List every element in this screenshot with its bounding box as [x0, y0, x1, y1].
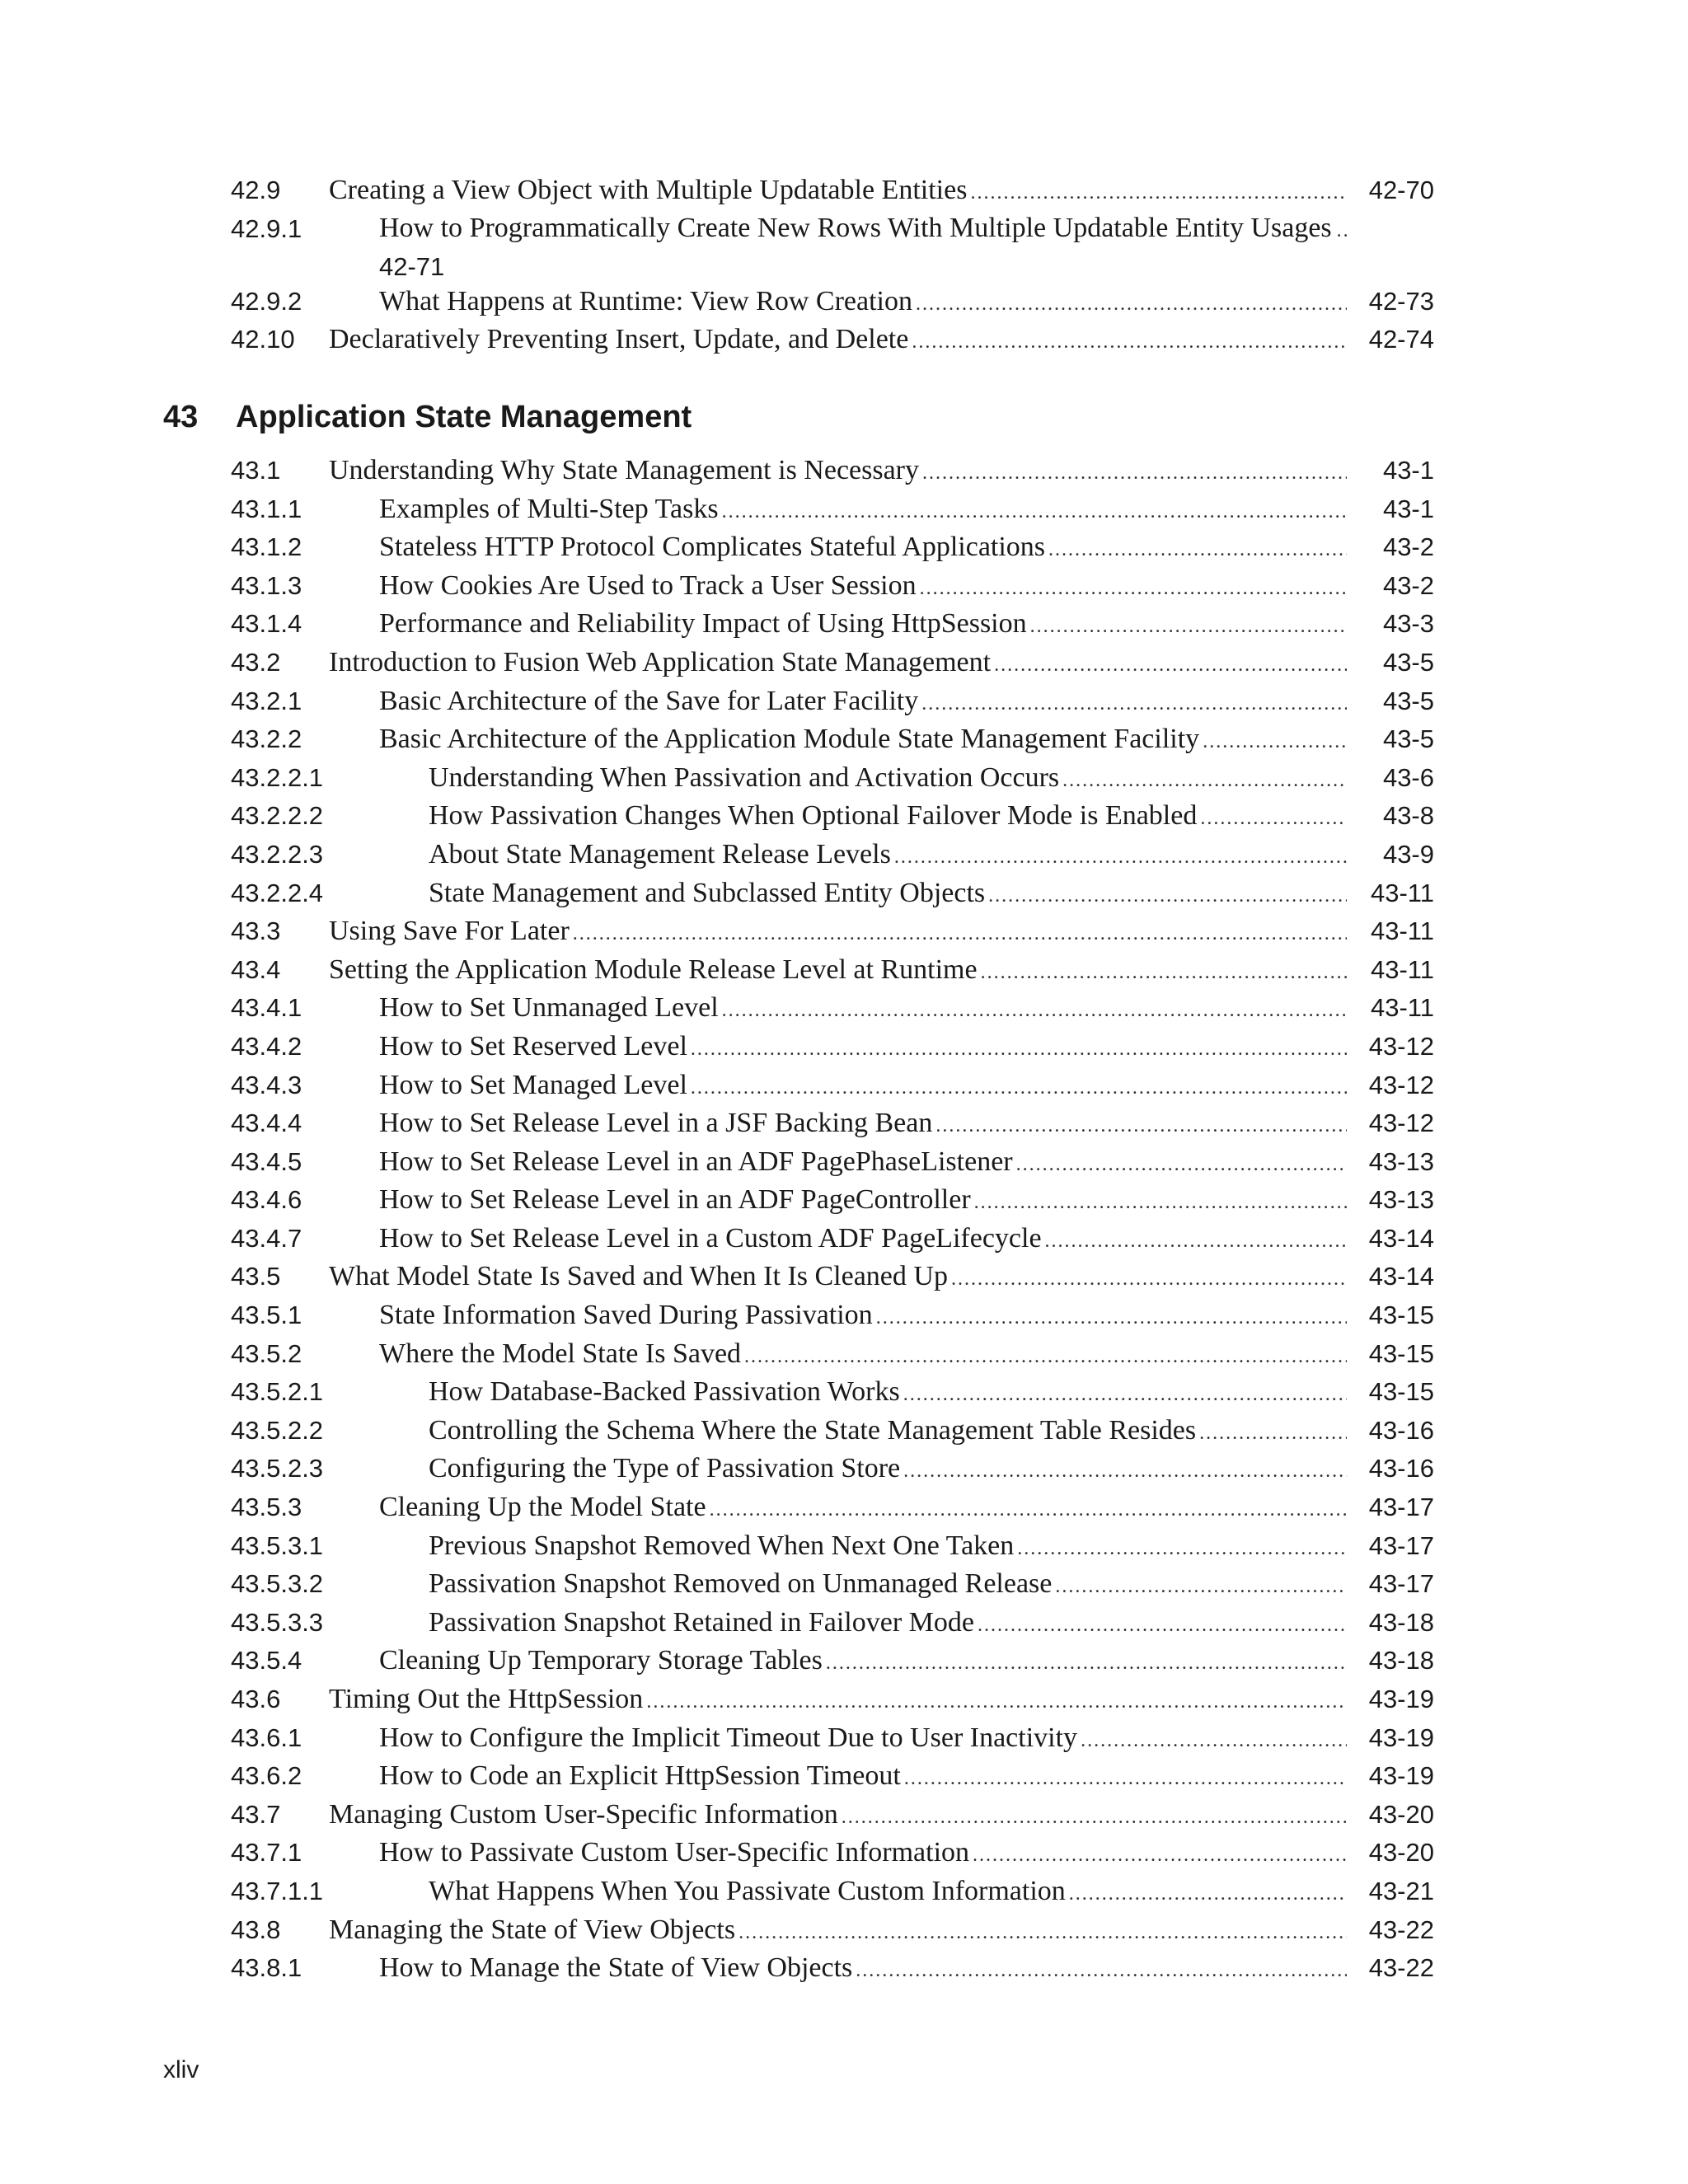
section-number: 43.1.2: [231, 532, 302, 562]
dot-leader: [1017, 1530, 1347, 1568]
section-title: State Management and Subclassed Entity Objects: [429, 877, 986, 908]
dot-leader: [691, 1030, 1347, 1069]
section-title: Setting the Application Module Release Level at Runtime: [329, 954, 978, 985]
toc-entry[interactable]: [231, 283, 1434, 321]
section-title: Cleaning Up Temporary Storage Tables: [379, 1645, 823, 1676]
toc-entry[interactable]: [231, 1527, 1434, 1566]
section-number: 43.4.7: [231, 1223, 302, 1253]
toc-entry[interactable]: [231, 1719, 1434, 1758]
section-title: Managing the State of View Objects: [329, 1914, 736, 1945]
section-number: 43.5.2.3: [231, 1454, 324, 1483]
toc-entry[interactable]: [231, 1373, 1434, 1412]
toc-entry[interactable]: [231, 1066, 1434, 1105]
page-number: 43-9: [1382, 839, 1434, 869]
page-number: 43-19: [1368, 1685, 1434, 1713]
toc-entry[interactable]: [231, 836, 1434, 874]
section-number: 43.4.3: [231, 1070, 302, 1099]
dot-leader: [920, 569, 1347, 608]
dot-leader: [951, 1260, 1347, 1299]
section-title: Basic Architecture of the Save for Later Facility: [379, 685, 919, 716]
section-title: State Information Saved During Passivation: [379, 1300, 873, 1331]
section-title: Stateless HTTP Protocol Complicates Stateful Applications: [379, 532, 1046, 563]
page-folio: xliv: [163, 2056, 199, 2083]
chapter-title: Application State Management: [236, 400, 692, 434]
section-number: 43.5.3: [231, 1493, 302, 1522]
dot-leader: [904, 1760, 1347, 1798]
section-number: 43.3: [231, 916, 281, 946]
dot-leader: [710, 1491, 1347, 1530]
toc-entry[interactable]: [231, 720, 1434, 759]
dot-leader: [744, 1338, 1347, 1376]
toc-entry[interactable]: [231, 1565, 1434, 1604]
page-number: 42-74: [1368, 325, 1434, 354]
section-number: 43.6: [231, 1685, 281, 1713]
page-number: 42-71: [379, 251, 445, 281]
toc-entry[interactable]: [231, 452, 1434, 490]
toc-entry[interactable]: [231, 759, 1434, 798]
section-title: Passivation Snapshot Retained in Failover Mode: [429, 1606, 974, 1638]
page-number: 43-22: [1368, 1915, 1434, 1944]
page-number: 43-16: [1368, 1415, 1434, 1445]
toc-entry[interactable]: [231, 1450, 1434, 1488]
dot-leader: [935, 1107, 1347, 1146]
section-title: Using Save For Later: [329, 916, 570, 947]
dot-leader: [842, 1798, 1347, 1837]
page-number: 43-18: [1368, 1607, 1434, 1637]
page-number: 43-15: [1368, 1377, 1434, 1407]
page-number: 43-13: [1368, 1185, 1434, 1215]
section-title: Configuring the Type of Passivation Store: [429, 1453, 901, 1484]
toc-entry[interactable]: [231, 1796, 1434, 1835]
toc-list-chapter-43: [231, 452, 1434, 1988]
dot-leader: [1069, 1875, 1347, 1914]
section-number: 43.5.3.2: [231, 1569, 324, 1599]
section-number: 43.5.4: [231, 1646, 302, 1675]
section-title: What Model State Is Saved and When It Is Cleaned Up: [329, 1261, 948, 1292]
section-title: Understanding When Passivation and Activation Occurs: [429, 762, 1060, 793]
section-number: 43.1.1: [231, 494, 302, 523]
section-number: 43.4.6: [231, 1185, 302, 1215]
toc-entry[interactable]: [231, 1949, 1434, 1988]
dot-leader: [722, 991, 1347, 1030]
section-number: 43.2.2.4: [231, 878, 324, 907]
dot-leader: [973, 1836, 1347, 1875]
section-number: 43.5.2.1: [231, 1377, 324, 1407]
toc-entry[interactable]: [231, 1181, 1434, 1220]
dot-leader: [921, 685, 1347, 724]
section-title: How Cookies Are Used to Track a User Session: [379, 569, 917, 601]
page-number: 43-16: [1368, 1454, 1434, 1483]
page-number: 43-11: [1371, 954, 1434, 984]
section-number: 43.5.3.1: [231, 1530, 324, 1560]
section-title: Creating a View Object with Multiple Updatable Entities: [329, 175, 968, 205]
dot-leader: [981, 954, 1347, 992]
section-title: How to Code an Explicit HttpSession Timeout: [379, 1760, 901, 1792]
dot-leader: [1062, 762, 1347, 800]
section-title: About State Management Release Levels: [429, 838, 891, 869]
section-number: 43.7.1.1: [231, 1876, 324, 1905]
toc-entry[interactable]: [231, 1488, 1434, 1527]
page-number: 43-2: [1382, 532, 1434, 562]
section-number: 43.1.4: [231, 609, 302, 639]
dot-leader: [922, 454, 1347, 493]
dot-leader: [722, 493, 1347, 532]
page-number: 42-73: [1368, 286, 1434, 316]
page-number: 43-5: [1382, 724, 1434, 754]
dot-leader: [994, 646, 1347, 685]
section-title: How to Configure the Implicit Timeout Due to User Inactivity: [379, 1722, 1078, 1753]
section-number: 43.8.1: [231, 1953, 302, 1983]
toc-entry[interactable]: [231, 1220, 1434, 1258]
page-number: 43-22: [1368, 1953, 1434, 1983]
section-number: 43.8: [231, 1915, 281, 1944]
section-number: 43.1: [231, 456, 281, 485]
dot-leader: [1337, 213, 1350, 249]
page-number: 43-12: [1368, 1070, 1434, 1099]
dot-leader: [912, 323, 1347, 362]
dot-leader: [974, 1183, 1347, 1222]
section-title: Managing Custom User-Specific Information: [329, 1798, 838, 1830]
section-number: 43.1.3: [231, 570, 302, 600]
toc-entry[interactable]: [231, 797, 1434, 836]
page-number: 43-12: [1368, 1108, 1434, 1138]
section-number: 43.2.2.3: [231, 839, 324, 869]
toc-list-chapter-42: [231, 171, 1434, 359]
section-number: 43.2.1: [231, 686, 302, 715]
page-number: 43-5: [1382, 647, 1434, 677]
dot-leader: [1030, 607, 1347, 646]
page-number: 43-15: [1368, 1301, 1434, 1330]
page-number: 43-1: [1382, 456, 1434, 485]
page-number: 43-2: [1382, 570, 1434, 600]
dot-leader: [903, 1376, 1347, 1414]
section-number: 43.7.1: [231, 1838, 302, 1868]
section-number: 43.5.3.3: [231, 1607, 324, 1637]
section-number: 43.7: [231, 1799, 281, 1829]
page-number: 43-5: [1382, 686, 1434, 715]
toc-entry[interactable]: [231, 1296, 1434, 1335]
section-number: 43.2.2: [231, 724, 302, 754]
section-title: Timing Out the HttpSession: [329, 1684, 644, 1714]
dot-leader: [876, 1299, 1347, 1338]
toc-entry[interactable]: [231, 989, 1434, 1028]
toc-entry[interactable]: [231, 567, 1434, 606]
section-title: How to Manage the State of View Objects: [379, 1952, 853, 1984]
section-title: Passivation Snapshot Removed on Unmanaged Release: [429, 1568, 1053, 1600]
dot-leader: [1045, 1222, 1347, 1261]
toc-entry[interactable]: [231, 644, 1434, 682]
page-number: 43-6: [1382, 762, 1434, 792]
dot-leader: [738, 1914, 1347, 1952]
section-number: 43.2: [231, 647, 281, 677]
toc-entry[interactable]: [231, 1757, 1434, 1796]
page-number: 43-13: [1368, 1146, 1434, 1176]
toc-entry[interactable]: [231, 1834, 1434, 1872]
page-number: 43-11: [1371, 916, 1434, 946]
dot-leader: [988, 877, 1347, 916]
page-number: 43-17: [1368, 1493, 1434, 1522]
section-title: How to Programmatically Create New Rows With Multiple Updatable Entity Usages: [379, 212, 1332, 243]
toc-entry[interactable]: [231, 528, 1434, 567]
toc-entry[interactable]: [231, 1680, 1434, 1719]
page-number: 43-14: [1368, 1262, 1434, 1291]
section-number: 43.4.2: [231, 1031, 302, 1061]
dot-leader: [903, 1452, 1347, 1491]
section-title: What Happens When You Passivate Custom Information: [429, 1875, 1066, 1906]
section-title: How to Set Release Level in a Custom ADF PageLifecycle: [379, 1222, 1042, 1254]
section-title: Examples of Multi-Step Tasks: [379, 493, 719, 524]
page-number: 43-17: [1368, 1569, 1434, 1599]
toc-entry[interactable]: [231, 1412, 1434, 1451]
dot-leader: [970, 174, 1347, 213]
section-title: Previous Snapshot Removed When Next One Taken: [429, 1530, 1015, 1561]
chapter-number: 43: [163, 400, 199, 434]
toc-entry[interactable]: [231, 1143, 1434, 1182]
section-title: Introduction to Fusion Web Application State Management: [329, 646, 992, 677]
page-number: 43-15: [1368, 1338, 1434, 1368]
page-number: 43-11: [1371, 878, 1434, 907]
section-title: How to Set Unmanaged Level: [379, 992, 719, 1024]
section-number: 43.4.5: [231, 1146, 302, 1176]
section-title: Performance and Reliability Impact of Using HttpSession: [379, 608, 1027, 640]
dot-leader: [1081, 1722, 1347, 1760]
page-number: 43-12: [1368, 1031, 1434, 1061]
dot-leader: [978, 1606, 1347, 1645]
toc-entry[interactable]: [231, 210, 1434, 283]
toc-entry[interactable]: [231, 171, 1434, 210]
section-title: Where the Model State Is Saved: [379, 1338, 742, 1369]
page-number: 43-21: [1368, 1876, 1434, 1905]
section-number: 43.5.1: [231, 1301, 302, 1330]
section-title: How Passivation Changes When Optional Failover Mode is Enabled: [429, 800, 1198, 832]
dot-leader: [1048, 531, 1347, 569]
toc-entry[interactable]: [231, 1604, 1434, 1643]
page-number: 43-20: [1368, 1838, 1434, 1868]
section-title: Cleaning Up the Model State: [379, 1492, 706, 1523]
chapter-heading[interactable]: [163, 394, 692, 440]
toc-entry[interactable]: [231, 1335, 1434, 1374]
toc-entry[interactable]: [231, 1911, 1434, 1950]
dot-leader: [1200, 799, 1347, 838]
page-number: 43-19: [1368, 1761, 1434, 1791]
page-number: 43-8: [1382, 801, 1434, 831]
section-title: How to Set Release Level in a JSF Backing Bean: [379, 1108, 933, 1139]
dot-leader: [646, 1683, 1347, 1722]
page-number: 42-70: [1368, 176, 1434, 204]
section-title: How to Set Managed Level: [379, 1069, 687, 1100]
dot-leader: [573, 915, 1347, 954]
section-number: 43.5.2.2: [231, 1415, 324, 1445]
section-title: How to Set Release Level in an ADF PageController: [379, 1184, 971, 1216]
page-number: 43-19: [1368, 1722, 1434, 1752]
page-number: 43-17: [1368, 1530, 1434, 1560]
section-number: 43.4.4: [231, 1108, 302, 1138]
section-number: 43.6.2: [231, 1761, 302, 1791]
section-number: 42.9.1: [231, 213, 302, 243]
section-title: How to Passivate Custom User-Specific Information: [379, 1837, 970, 1868]
section-title: How to Set Reserved Level: [379, 1030, 687, 1062]
section-number: 43.5: [231, 1262, 281, 1291]
section-title: Understanding Why State Management is Necessary: [329, 455, 920, 485]
section-number: 42.9.2: [231, 286, 302, 316]
section-number: 43.4.1: [231, 993, 302, 1023]
section-number: 43.2.2.2: [231, 801, 324, 831]
toc-entry[interactable]: [231, 682, 1434, 721]
section-title: How Database-Backed Passivation Works: [429, 1376, 900, 1408]
page-number: 43-11: [1371, 993, 1434, 1023]
section-title: How to Set Release Level in an ADF PagePhaseListener: [379, 1146, 1013, 1177]
page-number: 43-1: [1382, 494, 1434, 523]
section-title: What Happens at Runtime: View Row Creation: [379, 285, 912, 316]
dot-leader: [691, 1069, 1347, 1108]
section-number: 43.6.1: [231, 1722, 302, 1752]
toc-entry[interactable]: [231, 951, 1434, 990]
toc-entry[interactable]: [231, 1872, 1434, 1911]
section-title: Controlling the Schema Where the State Management Table Resides: [429, 1414, 1197, 1446]
toc-entry[interactable]: [231, 1642, 1434, 1680]
section-title: Basic Architecture of the Application Module State Management Facility: [379, 724, 1200, 755]
section-number: 42.9: [231, 176, 281, 204]
dot-leader: [916, 285, 1347, 324]
toc-entry[interactable]: [231, 321, 1434, 359]
section-number: 43.2.2.1: [231, 762, 324, 792]
section-title: Declaratively Preventing Insert, Update, and Delete: [329, 324, 909, 355]
dot-leader: [856, 1952, 1347, 1990]
page-number: 43-3: [1382, 609, 1434, 639]
dot-leader: [1055, 1568, 1347, 1606]
page-number: 43-14: [1368, 1223, 1434, 1253]
toc-entry[interactable]: [231, 1028, 1434, 1066]
toc-entry[interactable]: [231, 1104, 1434, 1143]
toc-entry[interactable]: [231, 1258, 1434, 1296]
dot-leader: [826, 1644, 1347, 1683]
dot-leader: [894, 838, 1347, 877]
toc-entry[interactable]: [231, 912, 1434, 951]
section-number: 43.5.2: [231, 1338, 302, 1368]
page-number: 43-18: [1368, 1646, 1434, 1675]
toc-entry[interactable]: [231, 490, 1434, 529]
dot-leader: [1199, 1414, 1347, 1453]
page-number: 43-20: [1368, 1799, 1434, 1829]
toc-entry[interactable]: [231, 874, 1434, 913]
toc-entry[interactable]: [231, 605, 1434, 644]
dot-leader: [1016, 1146, 1347, 1184]
section-number: 43.4: [231, 954, 281, 984]
section-number: 42.10: [231, 325, 295, 354]
dot-leader: [1203, 723, 1347, 762]
